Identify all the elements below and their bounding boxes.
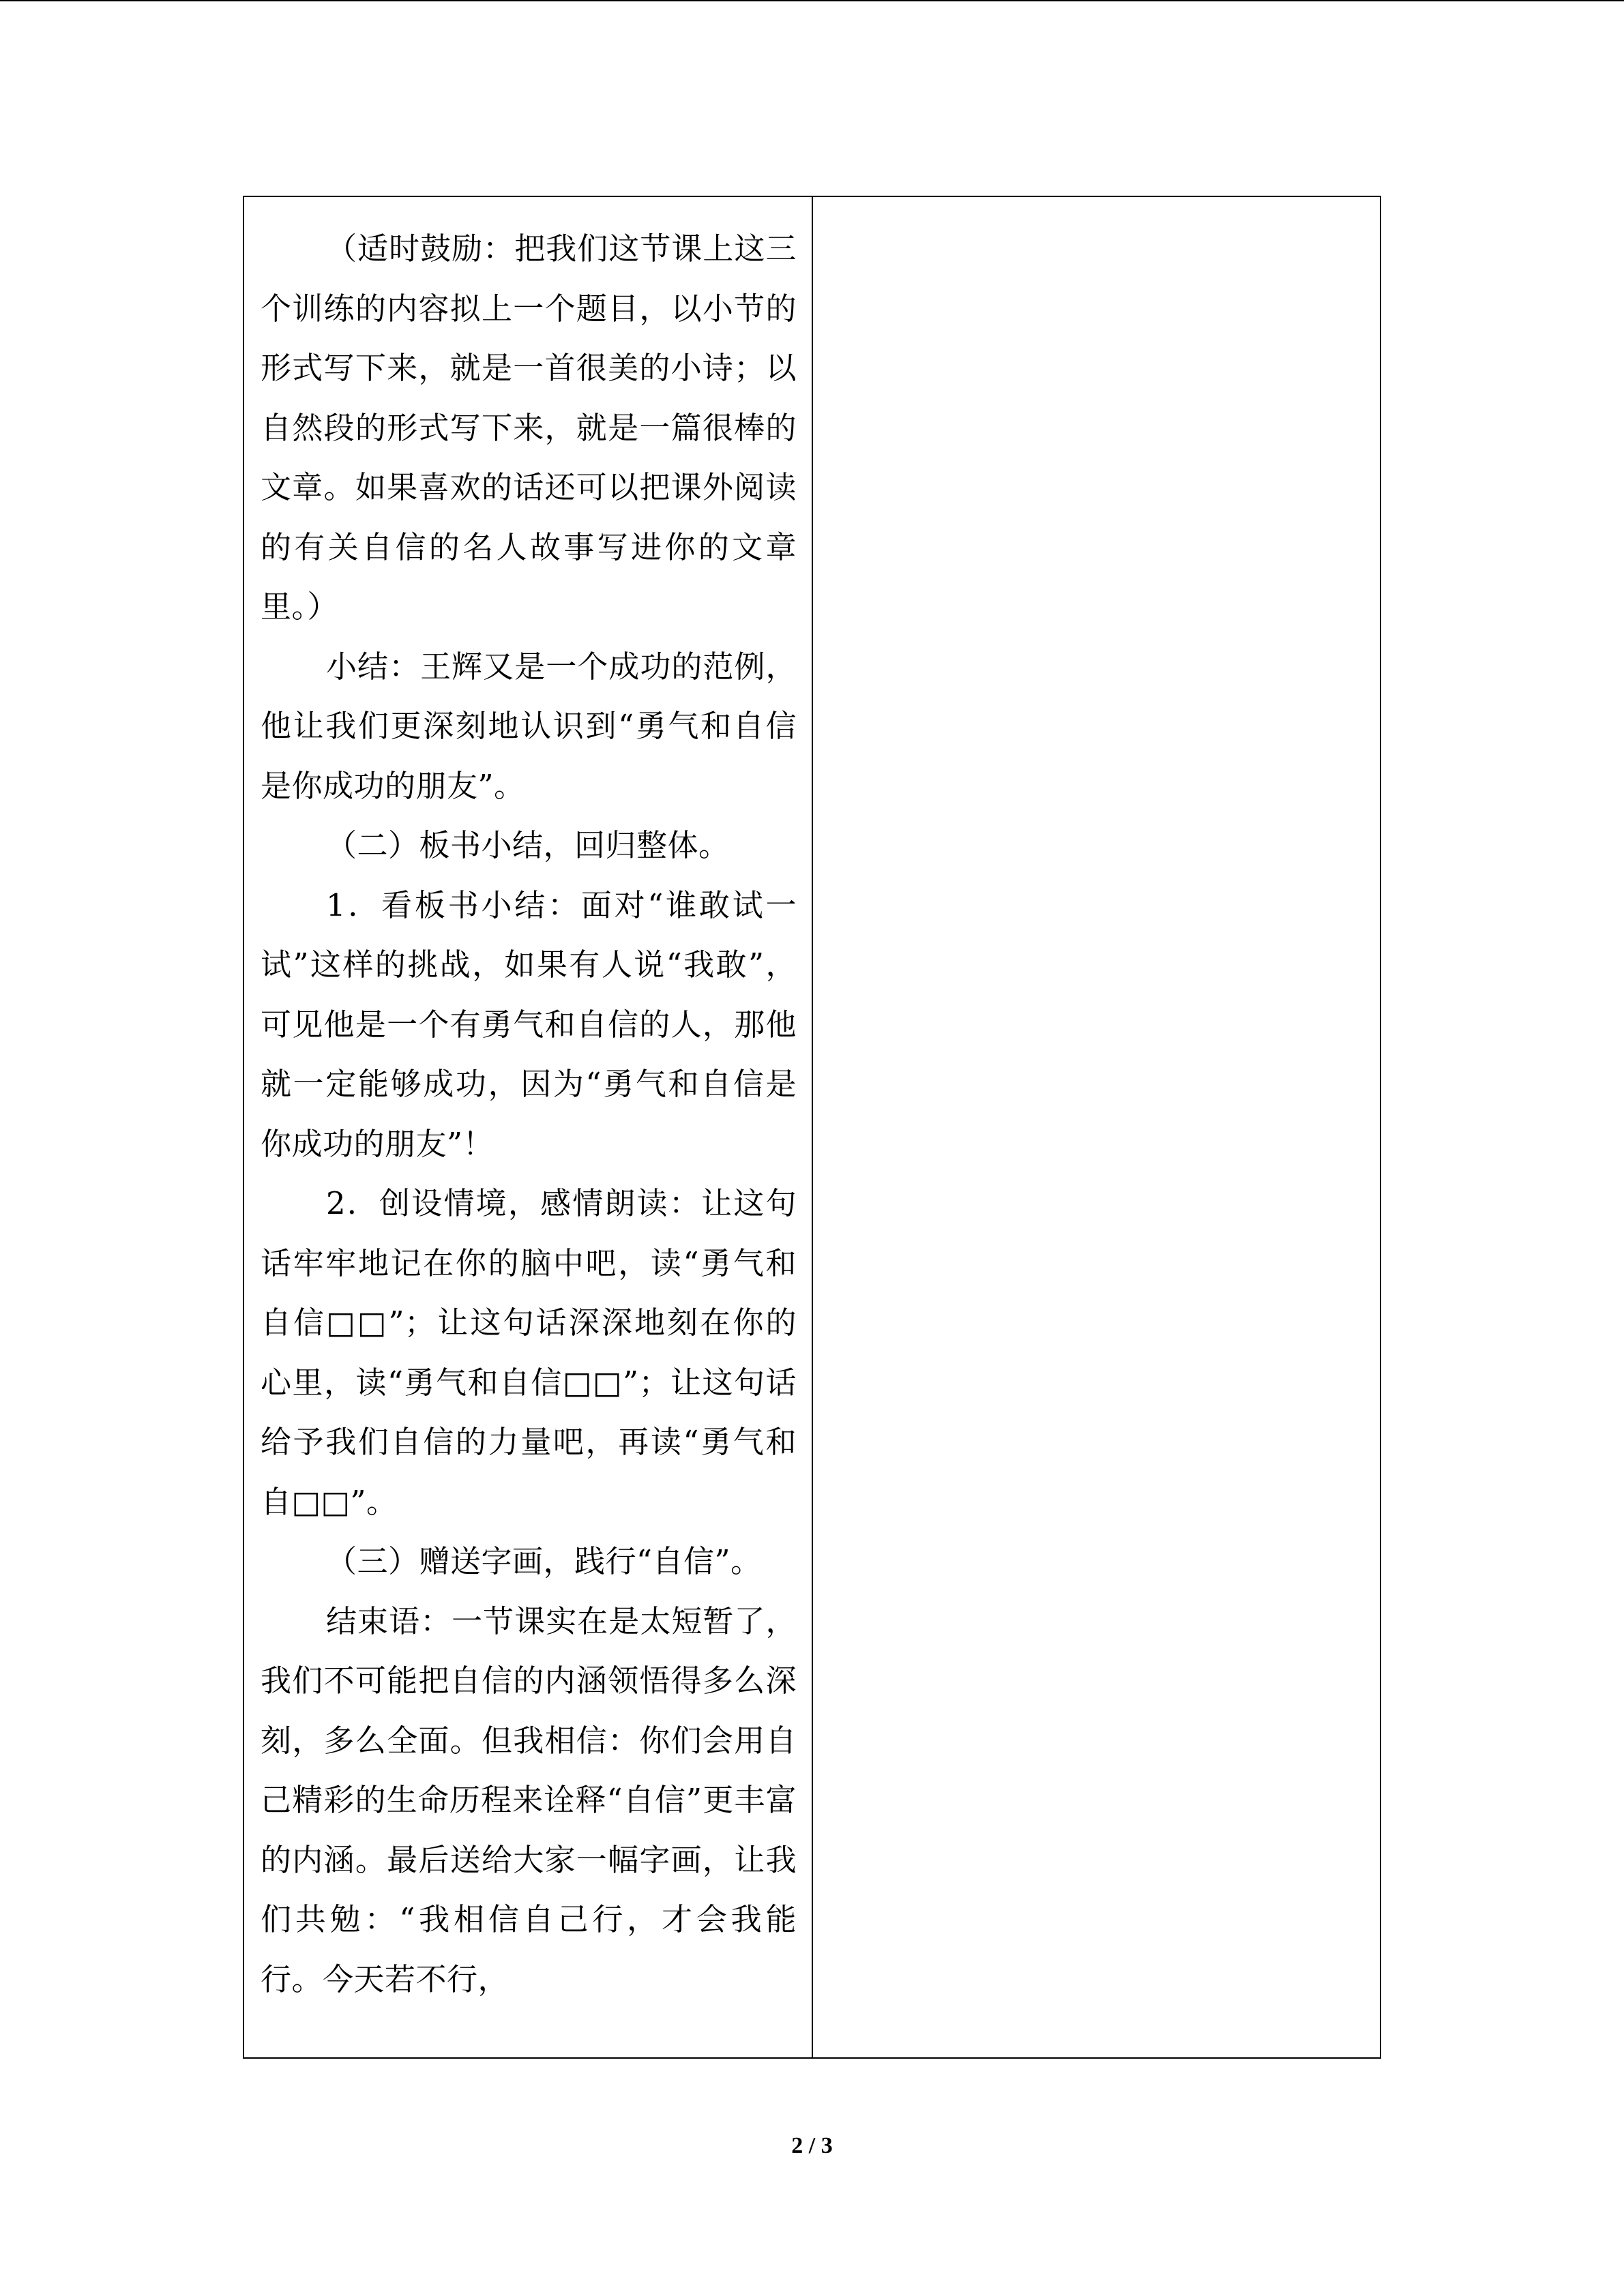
section-heading-blackboard-summary: （二）板书小结，回归整体。	[326, 827, 730, 863]
page-top-border	[0, 0, 1624, 1]
encouragement-paragraph: （适时鼓励：把我们这节课上这三个训练的内容拟上一个题目，以小节的形式写下来，就是一首很美的小诗；以自然段的形式写下来，就是一篇很棒的文章。如果喜欢的话还可以把课外阅读的有关自信的名人故事写进你的文章里。）	[261, 230, 797, 625]
lesson-table	[243, 196, 1381, 2059]
lesson-content-cell	[244, 197, 813, 2057]
step-2-paragraph: 2．创设情境，感情朗读：让这句话牢牢地记在你的脑中吧，读“勇气和自信□□”；让这句话深深地刻在你的心里，读“勇气和自信□□”；让这句话给予我们自信的力量吧，再读“勇气和自□□”。	[261, 1185, 797, 1520]
summary-paragraph: 小结：王辉又是一个成功的范例，他让我们更深刻地认识到“勇气和自信是你成功的朋友”。	[261, 648, 797, 804]
closing-remarks-paragraph: 结束语：一节课实在是太短暂了，我们不可能把自信的内涵领悟得多么深刻，多么全面。但我相信：你们会用自己精彩的生命历程来诠释“自信”更丰富的内涵。最后送给大家一幅字画，让我们共勉：“我相信自己行，才会我能行。今天若不行，	[261, 1602, 797, 1997]
page-number: 2 / 3	[791, 2133, 833, 2158]
notes-cell	[813, 197, 1380, 2057]
section-heading-gift-calligraphy: （三）赠送字画，践行“自信”。	[326, 1543, 762, 1579]
step-1-paragraph: 1．看板书小结：面对“谁敢试一试”这样的挑战，如果有人说“我敢”，可见他是一个有勇气和自信的人，那他就一定能够成功，因为“勇气和自信是你成功的朋友”！	[261, 886, 797, 1162]
